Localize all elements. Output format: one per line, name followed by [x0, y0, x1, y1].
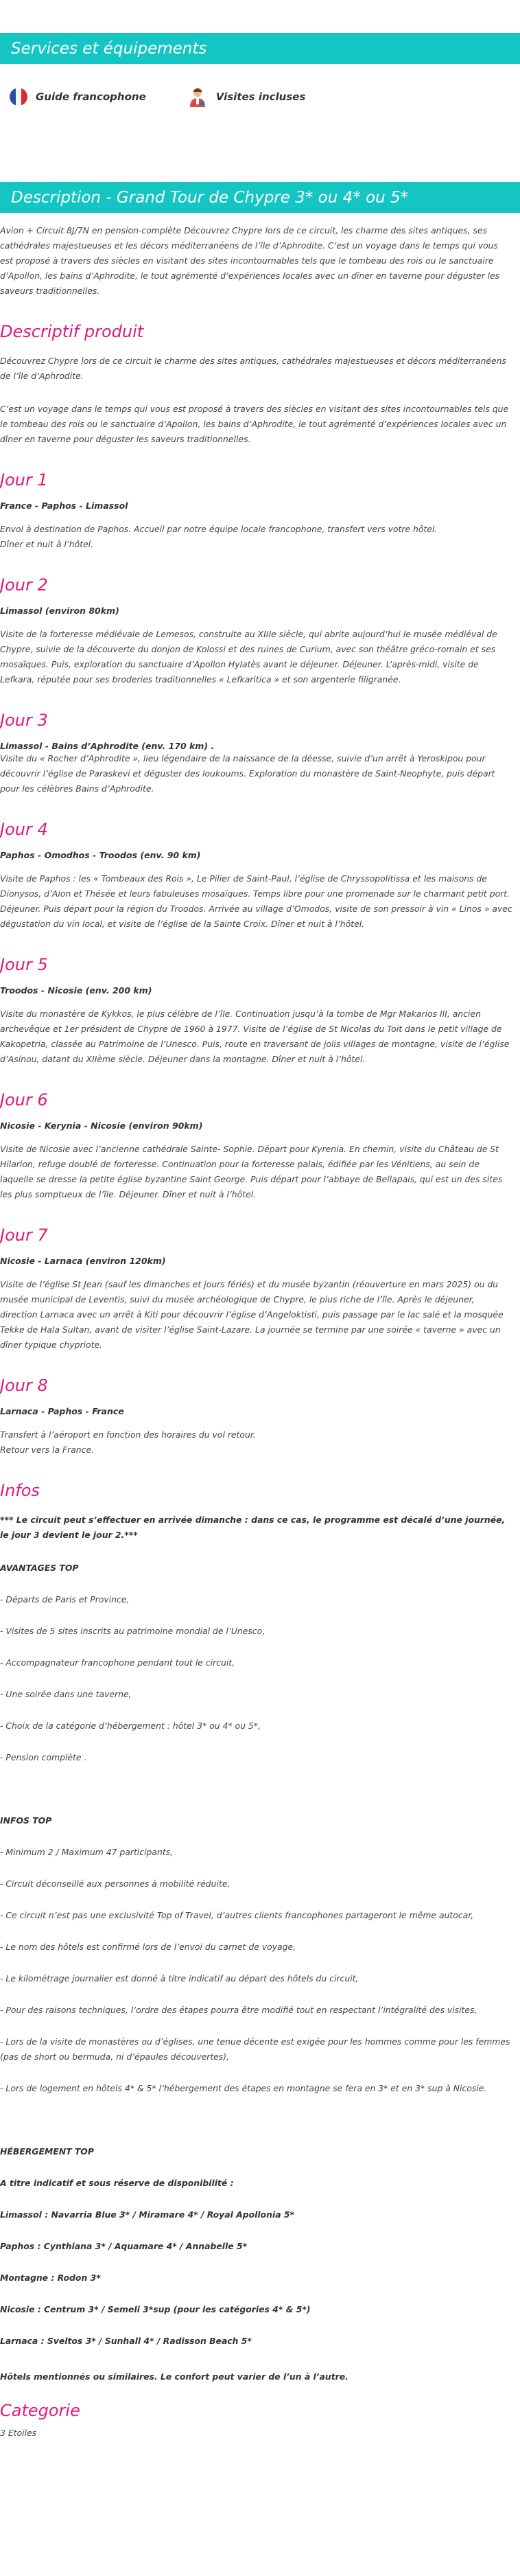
- list-item: - Le kilométrage journalier est donné à titre indicatif au départ des hôtels du circuit,: [0, 1973, 359, 1983]
- category-value: 3 Etoiles: [0, 2428, 37, 2438]
- list-item: Larnaca : Sveltos 3* / Sunhall 4* / Radisson Beach 5*: [0, 2336, 252, 2346]
- french-flag-icon: [10, 88, 27, 106]
- list-item: - Pour des raisons techniques, l’ordre des étapes pourra être modifié tout en respectant l’intégralité des visites,: [0, 2005, 477, 2015]
- list-item: - Lors de la visite de monastères ou d’églises, une tenue décente est exigée pour les hommes comme pour les femmes (pas de short ou bermuda, ni d’épaules découvertes),: [0, 2036, 510, 2062]
- day-text: Transfert à l’aéroport en fonction des horaires du vol retour. Retour vers la France.: [0, 1429, 256, 1455]
- day-text: Visite de l’église St Jean (sauf les dimanches et jours fériés) et du musée byzantin (réouverture en mars 2025) ou du musée municipal de Leventis, suivi du musée archéologique de Chypre, le plus riche de l’île. Après le déjeuner, direction Larnaca avec un arrêt à Kiti pour découvrir l’église d’Angeloktisti, puis passage par le lac salé et la mosquée Tekke de Hala Sultan, avant de visiter l’église Saint-Lazare. La journée se termine par une soirée « taverne » avec un dîner typique chypriote.: [0, 1279, 504, 1350]
- day-title: Jour 2: [0, 575, 48, 595]
- day-text: Visite de Paphos : les « Tombeaux des Rois », Le Pilier de Saint-Paul, l’église de Chryssopolitissa et les maisons de Dionysos, d’Aion et Thésée et leurs fabuleuses mosaïques. Temps libre pour une promenade sur le charmant petit port. Déjeuner. Puis départ pour la région du Troodos. Arrivée au village d’Omodos, visite de son pressoir à vin « Linos » avec dégustation du vin local, et visite de l’église de la Sainte Croix. Dîner et nuit à l’hôtel.: [0, 873, 512, 929]
- list-item: - Une soirée dans une taverne,: [0, 1689, 132, 1699]
- day-title: Jour 6: [0, 1090, 48, 1109]
- hotels-title: HÉBERGEMENT TOP: [0, 2146, 94, 2157]
- list-item: - Le nom des hôtels est confirmé lors de l’envoi du carnet de voyage,: [0, 1942, 296, 1952]
- day-route: Limassol (environ 80km): [0, 606, 119, 616]
- day-block: [0, 1376, 513, 1458]
- day-route: Nicosie - Larnaca (environ 120km): [0, 1256, 166, 1266]
- day-route: Paphos - Omodhos - Troodos (env. 90 km): [0, 850, 201, 860]
- day-text: Visite de la forteresse médiévale de Lemesos, construite au XIIIe siècle, qui abrite aujourd’hui le musée médiéval de Chypre, suivie de la découverte du donjon de Kolossi et des ruines de Curium, avec son théâtre gréco-romain et ses mosaïques. Puis, exploration du sanctuaire d’Apollon Hylatès avant le déjeuner. Déjeuner. L’après-midi, visite de Lefkara, réputée pour ses broderies traditionnelles « Lefkaritica » et son argenterie filigranée.: [0, 629, 497, 685]
- description-banner: Description - Grand Tour de Chypre 3* ou 4* ou 5*: [0, 182, 520, 213]
- advantages-title: AVANTAGES TOP: [0, 1563, 79, 1573]
- day-route: Larnaca - Paphos - France: [0, 1406, 124, 1416]
- day-block: [0, 820, 513, 932]
- day-text: Visite du « Rocher d’Aphrodite », lieu légendaire de la naissance de la déesse, suivie d’un arrêt à Yeroskipou pour découvrir l’église de Paraskevi et déguster des loukoums. Exploration du monastère de Saint-Neophyte, puis départ pour les célèbres Bains d’Aphrodite.: [0, 753, 495, 794]
- list-item: - Choix de la catégorie d’hébergement : hôtel 3* ou 4* ou 5*,: [0, 1721, 261, 1731]
- list-item: - Pension complète .: [0, 1752, 87, 1762]
- infos-top-list: [0, 1845, 513, 2096]
- day-title: Jour 5: [0, 955, 48, 974]
- service-label: Visites incluses: [215, 91, 306, 103]
- service-item-visits: [187, 79, 306, 115]
- services-banner: Services et équipements: [0, 33, 520, 64]
- hotels-section: [0, 2144, 513, 2384]
- page: [0, 33, 520, 2441]
- product-paragraph: Découvrez Chypre lors de ce circuit le charme des sites antiques, cathédrales majestueuses et décors méditerranéens de l’île d’Aphrodite.: [0, 356, 506, 381]
- day-title: Jour 8: [0, 1376, 48, 1395]
- day-block: [0, 1090, 513, 1202]
- list-item: A titre indicatif et sous réserve de disponibilité :: [0, 2178, 234, 2188]
- day-text: Visite du monastère de Kykkos, le plus célèbre de l’île. Continuation jusqu’à la tombe de Mgr Makarios III, ancien archevêque et 1er président de Chypre de 1960 à 1977. Visite de l’église de St Nicolas du Toit dans le petit village de Kakopetria, classée au Patrimoine de l’Unesco. Puis, route en traversant de jolis villages de montagne, visite de l’église d’Asinou, datant du XIIème siècle. Déjeuner dans la montagne. Dîner et nuit à l’hôtel.: [0, 1009, 510, 1064]
- infos-note: *** Le circuit peut s’effectuer en arrivée dimanche : dans ce cas, le programme est décalé d’une journée, le jour 3 devient le jour 2.***: [0, 1515, 506, 1540]
- day-route: Limassol - Bains d’Aphrodite (env. 170 km) .: [0, 741, 215, 751]
- list-item: - Accompagnateur francophone pendant tout le circuit,: [0, 1657, 235, 1668]
- day-title: Jour 3: [0, 711, 48, 730]
- day-title: Jour 4: [0, 820, 48, 839]
- description-section: [0, 223, 520, 2441]
- day-route: France - Paphos - Limassol: [0, 501, 128, 511]
- day-title: Jour 1: [0, 470, 48, 490]
- day-text: Visite de Nicosie avec l’ancienne cathédrale Sainte- Sophie. Départ pour Kyrenia. En chemin, visite du Château de St Hilarion, refuge doublé de forteresse. Continuation pour la forteresse palais, édifiée par les Vénitiens, au sein de laquelle se dresse la petite église byzantine Saint George. Puis départ pour l’abbaye de Bellapais, qui est un des sites les plus somptueux de l’île. Déjeuner. Dîner et nuit à l’hôtel.: [0, 1144, 503, 1199]
- list-item: - Minimum 2 / Maximum 47 participants,: [0, 1847, 174, 1857]
- service-item-guide: [10, 79, 146, 115]
- description-intro: Avion + Circuit 8J/7N en pension-complète Découvrez Chypre lors de ce circuit, les charme des sites antiques, ses cathédrales majestueuses et les décors méditerranéens de l’île d’Aphrodite. C’est un voyage dans le temps qui vous est proposé à travers des siècles en visitant des sites incontournables tels que le tombeau des rois ou le sanctuaire d’Apollon, les bains d’Aphrodite, le tout agrémenté d’expériences locales avec un dîner en taverne pour déguster les saveurs traditionnelles.: [0, 225, 500, 296]
- day-block: [0, 470, 513, 552]
- list-item: Nicosie : Centrum 3* / Semeli 3*sup (pour les catégories 4* & 5*): [0, 2304, 311, 2314]
- day-block: [0, 711, 513, 796]
- hotels-footer: Hôtels mentionnés ou similaires. Le confort peut varier de l’un à l’autre.: [0, 2371, 348, 2382]
- day-route: Troodos - Nicosie (env. 200 km): [0, 985, 152, 996]
- day-title: Jour 7: [0, 1226, 48, 1245]
- list-item: - Ce circuit n’est pas une exclusivité Top of Travel, d’autres clients francophones partageront le même autocar,: [0, 1910, 474, 1920]
- infos-title: Infos: [0, 1481, 40, 1500]
- list-item: - Visites de 5 sites inscrits au patrimoine mondial de l’Unesco,: [0, 1626, 265, 1636]
- service-label: Guide francophone: [36, 91, 146, 103]
- day-route: Nicosie - Kerynia - Nicosie (environ 90km): [0, 1120, 203, 1131]
- list-item: - Circuit déconseillé aux personnes à mobilité réduite,: [0, 1878, 231, 1889]
- day-block: [0, 1226, 513, 1353]
- list-item: Paphos : Cynthiana 3* / Aquamare 4* / Annabelle 5*: [0, 2241, 248, 2251]
- list-item: Limassol : Navarria Blue 3* / Miramare 4* / Royal Apollonia 5*: [0, 2209, 294, 2220]
- day-text: Envol à destination de Paphos. Accueil par notre équipe locale francophone, transfert vers votre hôtel. Dîner et nuit à l’hôtel.: [0, 524, 438, 549]
- list-item: Montagne : Rodon 3*: [0, 2273, 101, 2283]
- infos-section: [0, 1481, 513, 2384]
- list-item: - Départs de Paris et Province,: [0, 1594, 130, 1605]
- services-list: [0, 64, 520, 115]
- infos-top-title: INFOS TOP: [0, 1815, 52, 1826]
- day-block: [0, 955, 513, 1067]
- category-title: Categorie: [0, 2401, 80, 2420]
- category-section: [0, 2401, 513, 2441]
- advantages-list: [0, 1592, 513, 1765]
- list-item: - Lors de logement en hôtels 4* & 5* l’hébergement des étapes en montagne se fera en 3* et en 3* sup à Nicosie.: [0, 2083, 487, 2093]
- tour-guide-icon: [187, 87, 208, 107]
- day-block: [0, 575, 513, 687]
- product-paragraph: C’est un voyage dans le temps qui vous est proposé à travers des siècles en visitant des sites incontournables tels que le tombeau des rois ou le sanctuaire d’Apollon, les bains d’Aphrodite, le tout agrémenté d’expériences locales avec un dîner en taverne pour déguster les saveurs traditionnelles.: [0, 404, 509, 444]
- product-title: Descriptif produit: [0, 322, 144, 341]
- itinerary: [0, 470, 513, 1458]
